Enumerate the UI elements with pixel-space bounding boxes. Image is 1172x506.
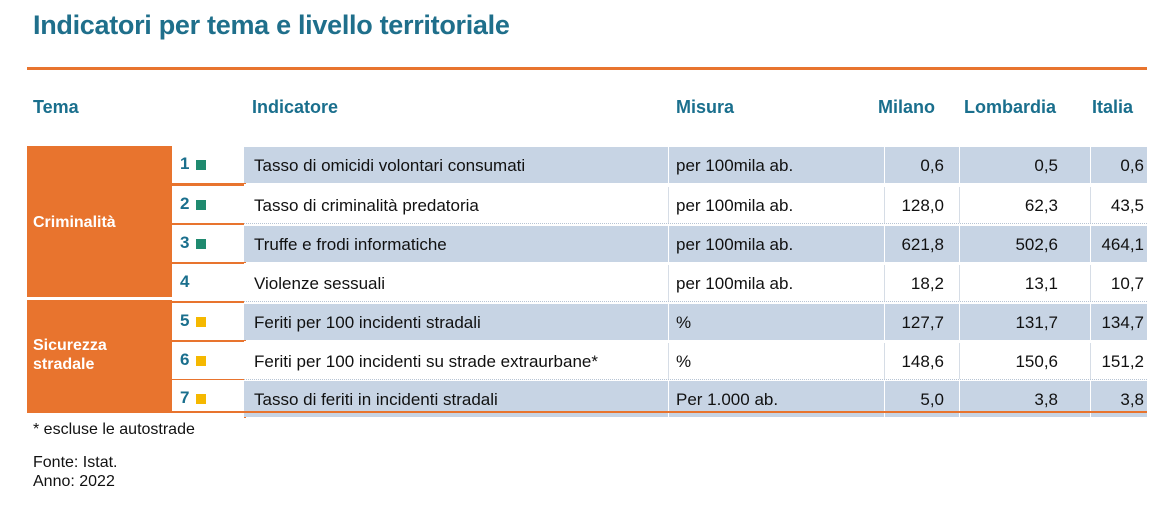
cell-divider: [668, 187, 669, 223]
lombardia-value: 502,6: [1015, 235, 1058, 254]
cell-divider: [1090, 147, 1091, 183]
cell-divider: [668, 147, 669, 183]
row-number: 5: [180, 311, 190, 330]
cell-divider: [668, 343, 669, 379]
row-number: 7: [180, 388, 190, 407]
row-number: 1: [180, 154, 190, 173]
row-number-cell: [172, 225, 244, 262]
table-row: [244, 264, 1147, 302]
indicator-cell: Feriti per 100 incidenti su strade extraurbane*: [254, 352, 598, 371]
cell-divider: [884, 343, 885, 379]
table-row: [244, 303, 1147, 340]
table-row: [244, 186, 1147, 224]
cell-divider: [959, 265, 960, 301]
status-square-icon: [196, 160, 206, 170]
milano-value: 127,7: [901, 313, 944, 332]
lombardia-value: 3,8: [1034, 390, 1058, 409]
cell-divider: [1090, 226, 1091, 262]
measure-cell: per 100mila ab.: [676, 235, 794, 254]
cell-divider: [884, 187, 885, 223]
header-milano: Milano: [878, 97, 935, 117]
lombardia-value: 13,1: [1024, 274, 1058, 293]
italia-value: 3,8: [1120, 390, 1144, 409]
italia-value: 43,5: [1110, 196, 1144, 215]
cell-divider: [1090, 187, 1091, 223]
status-square-icon: [196, 317, 206, 327]
status-square-icon: [196, 394, 206, 404]
cell-divider: [959, 187, 960, 223]
indicator-cell: Tasso di omicidi volontari consumati: [254, 156, 526, 175]
theme-label-criminalita: Criminalità: [33, 214, 116, 231]
cell-divider: [884, 226, 885, 262]
cell-divider: [884, 304, 885, 340]
row-number: 2: [180, 194, 190, 213]
year-note: Anno: 2022: [33, 473, 115, 490]
italia-value: 10,7: [1110, 274, 1144, 293]
status-square-icon: [196, 200, 206, 210]
table-row: [244, 146, 1147, 183]
cell-divider: [668, 226, 669, 262]
measure-cell: per 100mila ab.: [676, 196, 794, 215]
row-number-cell: [172, 342, 244, 379]
italia-value: 151,2: [1101, 352, 1144, 371]
row-number-cell: [172, 264, 244, 301]
indicator-cell: Tasso di feriti in incidenti stradali: [254, 390, 498, 409]
cell-divider: [668, 265, 669, 301]
italia-value: 464,1: [1101, 235, 1144, 254]
table-row: [244, 225, 1147, 262]
indicator-cell: Tasso di criminalità predatoria: [254, 196, 479, 215]
row-number-cell: [172, 186, 244, 223]
footnote: * escluse le autostrade: [33, 421, 195, 438]
indicator-cell: Violenze sessuali: [254, 274, 386, 293]
row-number-cell: [172, 303, 244, 340]
measure-cell: Per 1.000 ab.: [676, 390, 779, 409]
cell-divider: [959, 343, 960, 379]
milano-value: 18,2: [910, 274, 944, 293]
cell-divider: [884, 265, 885, 301]
cell-divider: [1090, 304, 1091, 340]
top-divider: [27, 67, 1147, 70]
cell-divider: [959, 147, 960, 183]
lombardia-value: 0,5: [1034, 156, 1058, 175]
cell-divider: [668, 304, 669, 340]
milano-value: 5,0: [920, 390, 944, 409]
header-lombardia: Lombardia: [964, 97, 1057, 117]
cell-divider: [1090, 265, 1091, 301]
lombardia-value: 62,3: [1024, 196, 1058, 215]
cell-divider: [959, 304, 960, 340]
measure-cell: per 100mila ab.: [676, 156, 794, 175]
row-number: 6: [180, 350, 190, 369]
page-title: Indicatori per tema e livello territoriale: [33, 10, 510, 40]
milano-value: 621,8: [901, 235, 944, 254]
status-square-icon: [196, 239, 206, 249]
row-number: 3: [180, 233, 190, 252]
bottom-divider: [27, 411, 1147, 413]
cell-divider: [959, 226, 960, 262]
status-square-icon: [196, 356, 206, 366]
indicator-cell: Feriti per 100 incidenti stradali: [254, 313, 481, 332]
lombardia-value: 150,6: [1015, 352, 1058, 371]
italia-value: 0,6: [1120, 156, 1144, 175]
milano-value: 148,6: [901, 352, 944, 371]
header-italia: Italia: [1092, 97, 1134, 117]
header-indicatore: Indicatore: [252, 97, 339, 117]
indicator-cell: Truffe e frodi informatiche: [254, 235, 447, 254]
theme-label-sicurezza: Sicurezza stradale: [33, 337, 107, 373]
measure-cell: %: [676, 313, 692, 332]
milano-value: 128,0: [901, 196, 944, 215]
lombardia-value: 131,7: [1015, 313, 1058, 332]
table-row: [244, 342, 1147, 380]
cell-divider: [884, 147, 885, 183]
header-misura: Misura: [676, 97, 735, 117]
cell-divider: [1090, 343, 1091, 379]
measure-cell: per 100mila ab.: [676, 274, 794, 293]
measure-cell: %: [676, 352, 692, 371]
header-tema: Tema: [33, 97, 79, 117]
row-number: 4: [180, 272, 190, 291]
milano-value: 0,6: [920, 156, 944, 175]
source-note: Fonte: Istat.: [33, 454, 118, 471]
italia-value: 134,7: [1101, 313, 1144, 332]
row-number-cell: [172, 146, 244, 183]
